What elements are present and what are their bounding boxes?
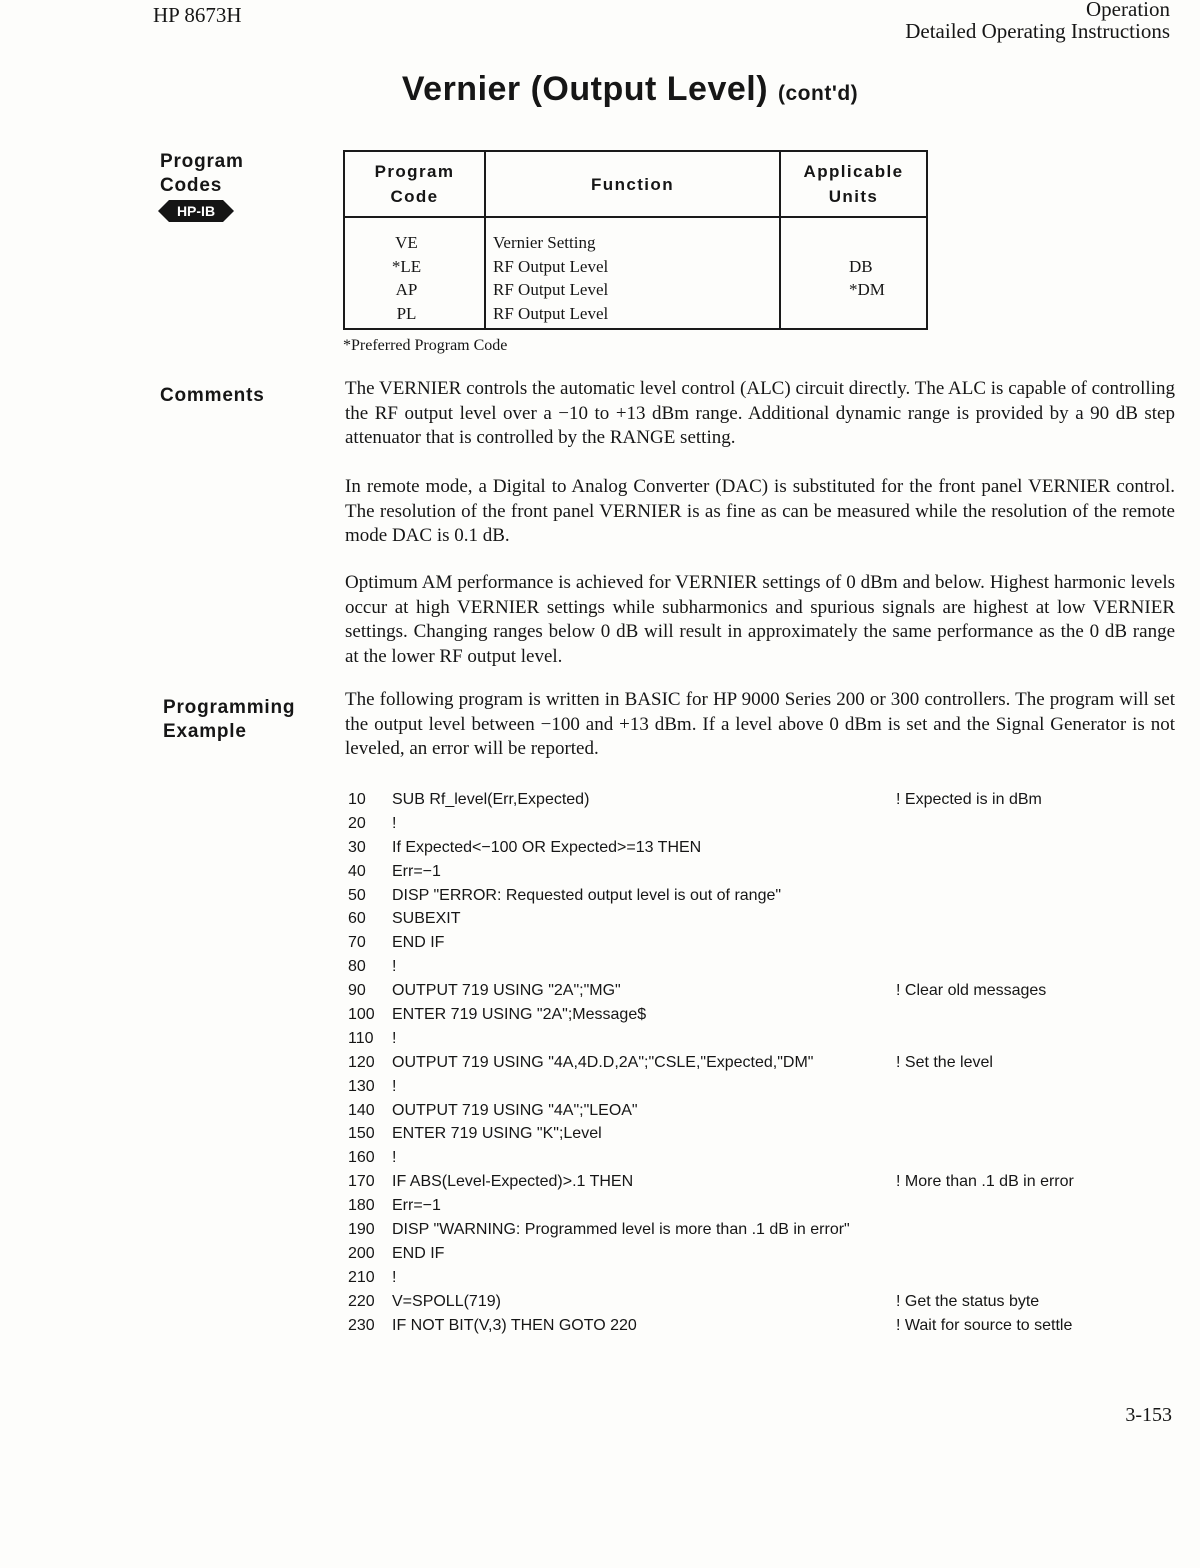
table-cell-code: PL	[396, 303, 417, 323]
code-line	[345, 1242, 1145, 1266]
code-line-number: 90	[348, 982, 366, 1000]
table-cell-units	[849, 302, 926, 326]
side-label-line: Programming	[163, 697, 296, 718]
code-line-number: 60	[348, 910, 366, 928]
table-cell-units	[849, 231, 926, 255]
code-line	[345, 1194, 1145, 1218]
code-line-number: 130	[348, 1077, 375, 1095]
code-statement: !	[392, 1077, 397, 1095]
code-line-number: 230	[348, 1316, 375, 1334]
table-cell-units: *DM	[849, 280, 885, 299]
code-comment: ! Set the level	[896, 1053, 993, 1071]
code-statement: IF NOT BIT(V,3) THEN GOTO 220	[392, 1316, 637, 1334]
code-line-number: 190	[348, 1221, 375, 1239]
table-cell-function: Vernier Setting	[493, 233, 596, 252]
code-comment: ! More than .1 dB in error	[896, 1173, 1074, 1191]
code-statement: Err=−1	[392, 862, 441, 880]
code-line-number: 160	[348, 1149, 375, 1167]
table-cell-function: RF Output Level	[493, 256, 609, 276]
table-header-line: Code	[390, 187, 439, 206]
table-column-code	[345, 152, 486, 328]
code-statement: DISP "ERROR: Requested output level is out of range"	[392, 886, 782, 904]
table-cell-function: RF Output Level	[493, 280, 609, 299]
code-line	[345, 812, 1145, 836]
table-cell-units: DB	[849, 256, 873, 276]
table-footnote: *Preferred Program Code	[343, 337, 508, 354]
table-cell-function: RF Output Level	[493, 303, 609, 323]
code-comment: ! Get the status byte	[896, 1292, 1040, 1310]
header-model: HP 8673H	[153, 3, 242, 27]
code-line-number: 40	[348, 862, 366, 880]
code-comment: ! Clear old messages	[896, 982, 1047, 1000]
comment-paragraph: In remote mode, a Digital to Analog Converter (DAC) is substituted for the front panel VERNIER control. The resolution of the front panel VERNIER is as fine as can be measured while the resolution of the remote mode DAC is 0.1 dB.	[345, 476, 1175, 546]
page-title-suffix: (cont'd)	[778, 82, 859, 105]
hp-ib-badge	[158, 200, 234, 222]
code-line-number: 140	[348, 1101, 375, 1119]
code-line-number: 220	[348, 1292, 375, 1310]
code-line-number: 50	[348, 886, 366, 904]
program-codes-table	[343, 150, 928, 330]
side-label-line: Example	[163, 721, 247, 742]
code-line	[345, 860, 1145, 884]
code-line-number: 200	[348, 1244, 375, 1262]
code-line	[345, 1099, 1145, 1123]
table-header-line: Applicable	[803, 162, 904, 181]
code-statement: !	[392, 1029, 397, 1047]
code-statement: ENTER 719 USING "K";Level	[392, 1125, 602, 1143]
example-intro-paragraph: The following program is written in BASIC for HP 9000 Series 200 or 300 controllers. The program will set the output level between −100 and +13 dBm. If a level above 0 dBm is set and the Signal Generator is not leveled, an error will be reported.	[345, 689, 1175, 759]
code-line	[345, 1075, 1145, 1099]
code-line	[345, 1027, 1145, 1051]
table-cell-code: *LE	[391, 256, 422, 276]
code-statement: END IF	[392, 934, 445, 952]
code-line	[345, 1051, 1145, 1075]
code-line-number: 80	[348, 958, 366, 976]
table-header-code	[345, 152, 484, 216]
code-statement: DISP "WARNING: Programmed level is more than .1 dB in error"	[392, 1221, 850, 1239]
code-line	[345, 788, 1145, 812]
code-line-number: 30	[348, 838, 366, 856]
code-line-number: 210	[348, 1268, 375, 1286]
code-line	[345, 955, 1145, 979]
comment-paragraph: The VERNIER controls the automatic level control (ALC) circuit directly. The ALC is capable of controlling the RF output level over a −10 to +13 dBm range. Additional dynamic range is provided by a 90 dB step attenuator that is controlled by the RANGE setting.	[345, 378, 1175, 448]
code-line	[345, 979, 1145, 1003]
code-line	[345, 1003, 1145, 1027]
side-label-program-codes	[160, 150, 244, 198]
hp-ib-badge-text: HP-IB	[176, 203, 216, 219]
table-cell-code: VE	[395, 233, 418, 252]
code-line	[345, 1170, 1145, 1194]
code-comment: ! Expected is in dBm	[896, 791, 1042, 808]
hp-ib-badge-shape	[158, 200, 234, 222]
code-line-number: 170	[348, 1173, 375, 1191]
code-line-number: 110	[348, 1029, 374, 1047]
code-statement: SUB Rf_level(Err,Expected)	[392, 791, 590, 808]
code-statement: !	[392, 958, 397, 976]
code-line	[345, 836, 1145, 860]
code-line-number: 70	[348, 934, 366, 952]
code-statement: !	[392, 1149, 397, 1167]
code-line-number: 10	[348, 791, 366, 808]
code-line	[345, 1122, 1145, 1146]
code-line	[345, 1146, 1145, 1170]
code-statement: ENTER 719 USING "2A";Message$	[392, 1006, 647, 1024]
code-line	[345, 1314, 1145, 1338]
code-line	[345, 1218, 1145, 1242]
code-statement: !	[392, 814, 397, 832]
side-label-comments: Comments	[160, 385, 265, 406]
side-label-line: Program	[160, 151, 244, 172]
code-statement: IF ABS(Level-Expected)>.1 THEN	[392, 1173, 634, 1191]
code-statement: V=SPOLL(719)	[392, 1292, 501, 1310]
header-section: Operation	[1086, 0, 1170, 21]
code-statement: !	[392, 1268, 397, 1286]
code-line-number: 100	[348, 1006, 375, 1024]
code-listing	[345, 788, 1145, 1337]
code-statement: END IF	[392, 1244, 445, 1262]
code-statement: If Expected<−100 OR Expected>=13 THEN	[392, 838, 702, 856]
code-line	[345, 884, 1145, 908]
code-line-number: 150	[348, 1125, 375, 1143]
code-comment: ! Wait for source to settle	[896, 1316, 1073, 1334]
table-header-line: Units	[828, 187, 879, 206]
header-section-block	[905, 0, 1170, 42]
code-line	[345, 1266, 1145, 1290]
table-column-function	[486, 152, 781, 328]
side-label-line: Codes	[160, 175, 223, 196]
page-number: 3-153	[1125, 1404, 1172, 1426]
table-header-function: Function	[591, 174, 674, 194]
side-label-programming-example	[163, 696, 295, 744]
code-line-number: 20	[348, 814, 366, 832]
code-statement: OUTPUT 719 USING "4A,4D.D,2A";"CSLE,"Expected,"DM"	[392, 1053, 814, 1071]
code-statement: OUTPUT 719 USING "2A";"MG"	[392, 982, 621, 1000]
code-line-number: 120	[348, 1053, 375, 1071]
code-line	[345, 931, 1145, 955]
page-title	[0, 70, 1200, 109]
code-line-number: 180	[348, 1197, 375, 1215]
code-line	[345, 907, 1145, 931]
page-title-main: Vernier (Output Level)	[401, 70, 769, 108]
header-subsection: Detailed Operating Instructions	[905, 19, 1170, 43]
table-header-line: Program	[374, 162, 455, 181]
table-header-units	[781, 152, 926, 216]
table-column-units	[781, 152, 926, 328]
comment-paragraph: Optimum AM performance is achieved for VERNIER settings of 0 dBm and below. Highest harmonic levels occur at high VERNIER settings while subharmonics and spurious signals are highest at low VERNIER settings. Changing ranges below 0 dB will result in approximately the same performance as the 0 dB range at the lower RF output level.	[345, 572, 1175, 667]
code-line	[345, 1290, 1145, 1314]
code-statement: OUTPUT 719 USING "4A";"LEOA"	[392, 1101, 638, 1119]
table-cell-code: AP	[395, 280, 418, 299]
code-statement: SUBEXIT	[392, 910, 461, 928]
code-statement: Err=−1	[392, 1197, 441, 1215]
